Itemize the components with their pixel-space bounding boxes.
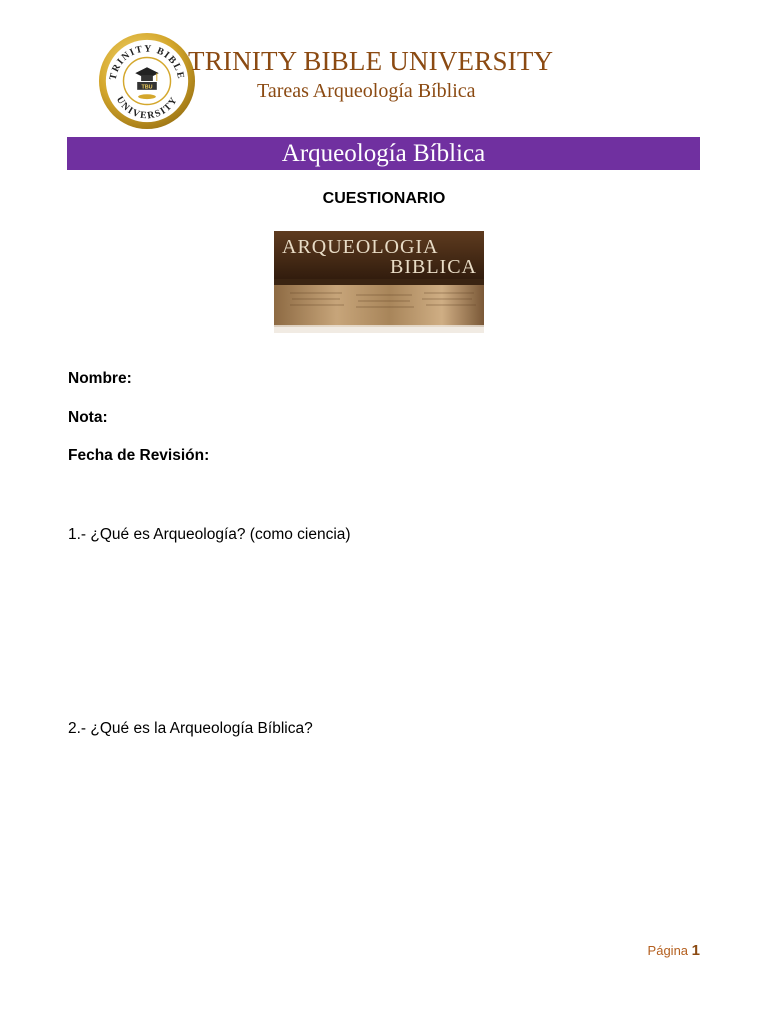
grade-field-label: Nota: [68,409,108,426]
svg-text:TRINITY BIBLE: TRINITY BIBLE [107,43,187,81]
review-date-field-label: Fecha de Revisión: [68,447,210,464]
question-1: 1.- ¿Qué es Arqueología? (como ciencia) [68,526,351,543]
svg-text:TBU: TBU [141,84,153,91]
document-subtitle: Tareas Arqueología Bíblica [257,80,476,102]
svg-text:UNIVERSITY: UNIVERSITY [113,94,181,122]
quiz-title: CUESTIONARIO [322,190,446,207]
svg-text:ARQUEOLOGIA: ARQUEOLOGIA [282,236,439,258]
name-field-label: Nombre: [68,370,132,387]
university-seal-icon [98,32,196,130]
question-2: 2.- ¿Qué es la Arqueología Bíblica? [68,720,313,737]
course-title: Arqueología Bíblica [281,139,486,167]
svg-text:BIBLICA: BIBLICA [390,256,477,278]
university-name: TRINITY BIBLE UNIVERSITY [188,46,554,76]
page-footer [648,942,700,959]
page-number: 1 [691,942,700,959]
page-label: Página [647,943,689,958]
ancient-scroll-icon [272,229,486,335]
course-banner [67,137,700,170]
